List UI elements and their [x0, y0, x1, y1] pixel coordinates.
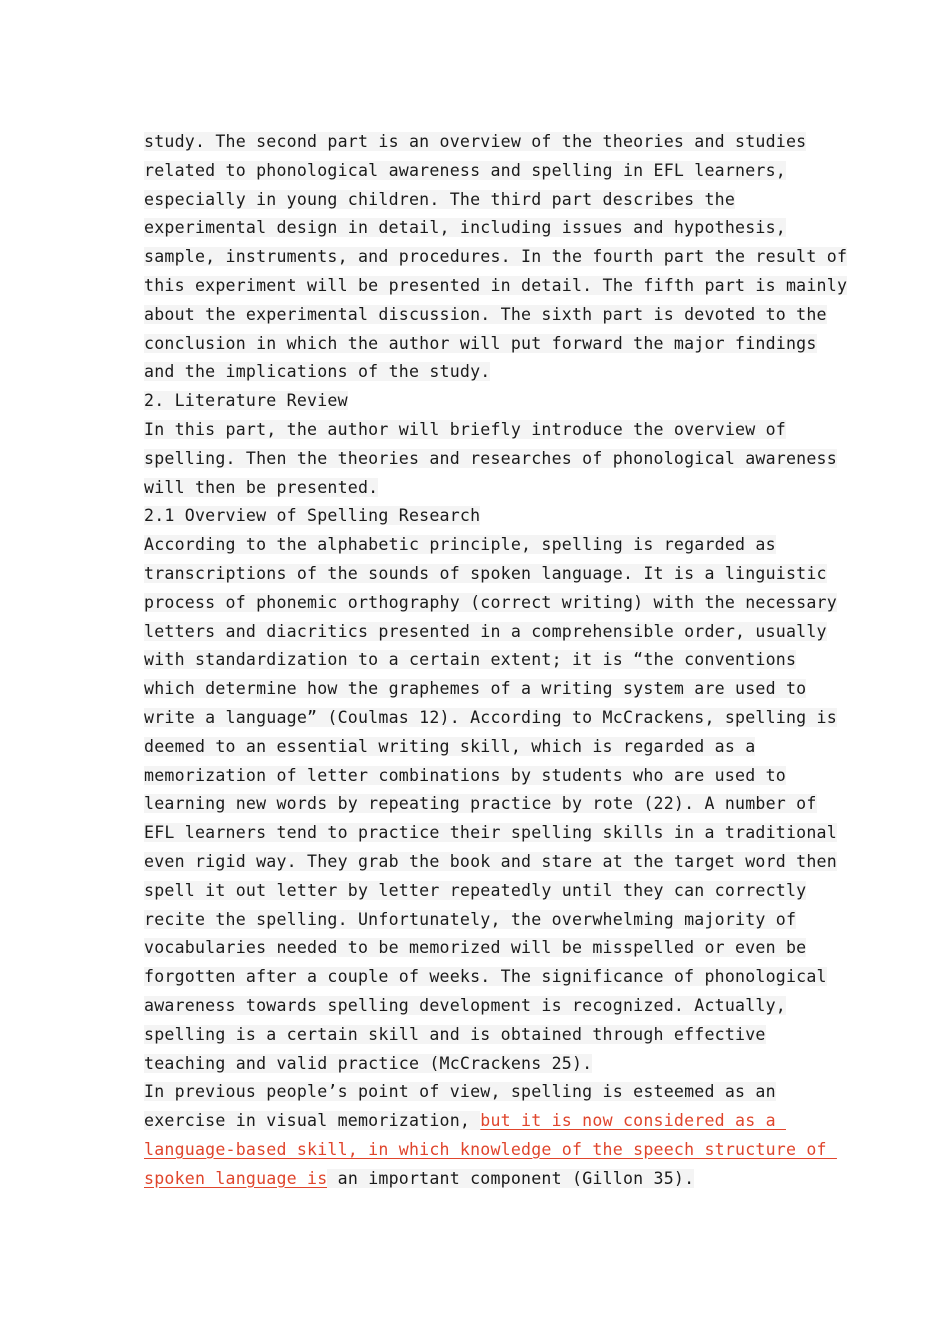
document-page — [144, 128, 848, 1193]
line-text: learning new words by repeating practice by rote (22). A number of — [144, 794, 817, 814]
text-line — [144, 243, 848, 272]
text-line — [144, 502, 824, 531]
text-line — [144, 589, 837, 618]
line-text: write a language” (Coulmas 12). According to McCrackens, spelling is — [144, 707, 837, 727]
line-text: spelling is a certain skill and is obtained through effective — [144, 1024, 766, 1044]
line-text: spelling. Then the theories and researches of phonological awareness — [144, 448, 837, 468]
line-text: In previous people’s point of view, spelling is esteemed as an — [144, 1082, 776, 1102]
text-lines — [144, 128, 848, 1107]
text-line — [144, 560, 827, 589]
text-line — [144, 301, 827, 330]
line-text: vocabularies needed to be memorized will be misspelled or even be — [144, 938, 807, 958]
text-line — [144, 934, 824, 963]
text-line — [144, 186, 824, 215]
plain-segment: an important component (Gillon 35). — [327, 1168, 695, 1188]
text-line — [144, 877, 824, 906]
line-text: will then be presented. — [144, 477, 379, 497]
text-line-37 — [144, 1165, 824, 1194]
line-text: conclusion in which the author will put forward the major findings — [144, 333, 817, 353]
text-line — [144, 128, 824, 157]
text-line — [144, 762, 824, 791]
line-text: forgotten after a couple of weeks. The significance of phonological — [144, 967, 827, 987]
text-line — [144, 330, 824, 359]
line-text: and the implications of the study. — [144, 362, 491, 382]
line-text: related to phonological awareness and spelling in EFL learners, — [144, 160, 786, 180]
line-text: sample, instruments, and procedures. In the fourth part the result of — [144, 247, 848, 267]
text-line — [144, 819, 837, 848]
text-line-35 — [144, 1107, 824, 1136]
text-line — [144, 387, 824, 416]
text-line — [144, 675, 824, 704]
line-text: transcriptions of the sounds of spoken language. It is a linguistic — [144, 563, 827, 583]
line-text: recite the spelling. Unfortunately, the overwhelming majority of — [144, 909, 797, 929]
line-text: memorization of letter combinations by students who are used to — [144, 765, 786, 785]
line-text: 2.1 Overview of Spelling Research — [144, 506, 481, 526]
line-text: study. The second part is an overview of the theories and studies — [144, 132, 807, 151]
text-line — [144, 790, 824, 819]
tracked-change-segment: language-based skill, in which knowledge of the speech structure of — [144, 1139, 837, 1159]
text-line — [144, 272, 848, 301]
text-line-36 — [144, 1136, 837, 1165]
line-text: 2. Literature Review — [144, 391, 348, 411]
text-line — [144, 733, 824, 762]
line-text: deemed to an essential writing skill, which is regarded as a — [144, 736, 756, 756]
line-text: process of phonemic orthography (correct writing) with the necessary — [144, 592, 837, 612]
line-text: about the experimental discussion. The sixth part is devoted to the — [144, 304, 827, 324]
line-text: even rigid way. They grab the book and stare at the target word then — [144, 851, 837, 871]
text-line — [144, 358, 824, 387]
text-line — [144, 157, 824, 186]
line-text: this experiment will be presented in detail. The fifth part is mainly — [144, 275, 848, 295]
line-text: awareness towards spelling development is recognized. Actually, — [144, 995, 786, 1015]
line-text: which determine how the graphemes of a writing system are used to — [144, 679, 807, 699]
line-text: spell it out letter by letter repeatedly until they can correctly — [144, 880, 807, 900]
text-line — [144, 1021, 824, 1050]
text-line — [144, 1050, 824, 1079]
line-text: According to the alphabetic principle, spelling is regarded as — [144, 535, 776, 555]
text-line — [144, 531, 824, 560]
text-line — [144, 646, 824, 675]
line-text: especially in young children. The third part describes the — [144, 189, 736, 209]
text-line — [144, 992, 824, 1021]
text-line — [144, 416, 824, 445]
tracked-change-segment: spoken language is — [144, 1168, 328, 1188]
text-line — [144, 474, 824, 503]
text-line — [144, 214, 824, 243]
plain-segment: exercise in visual memorization, — [144, 1111, 481, 1131]
text-line — [144, 1078, 824, 1107]
tracked-change-segment: but it is now considered as a — [480, 1111, 786, 1131]
text-line — [144, 618, 827, 647]
line-text: letters and diacritics presented in a comprehensible order, usually — [144, 621, 827, 641]
text-line — [144, 445, 837, 474]
line-text: experimental design in detail, including issues and hypothesis, — [144, 218, 786, 238]
line-text: teaching and valid practice (McCrackens 25). — [144, 1053, 593, 1073]
text-line — [144, 963, 827, 992]
line-text: EFL learners tend to practice their spelling skills in a traditional — [144, 823, 837, 843]
line-text: In this part, the author will briefly introduce the overview of — [144, 419, 786, 439]
text-line — [144, 704, 837, 733]
line-text: with standardization to a certain extent; it is “the conventions — [144, 650, 797, 670]
text-line — [144, 848, 837, 877]
text-line — [144, 906, 824, 935]
